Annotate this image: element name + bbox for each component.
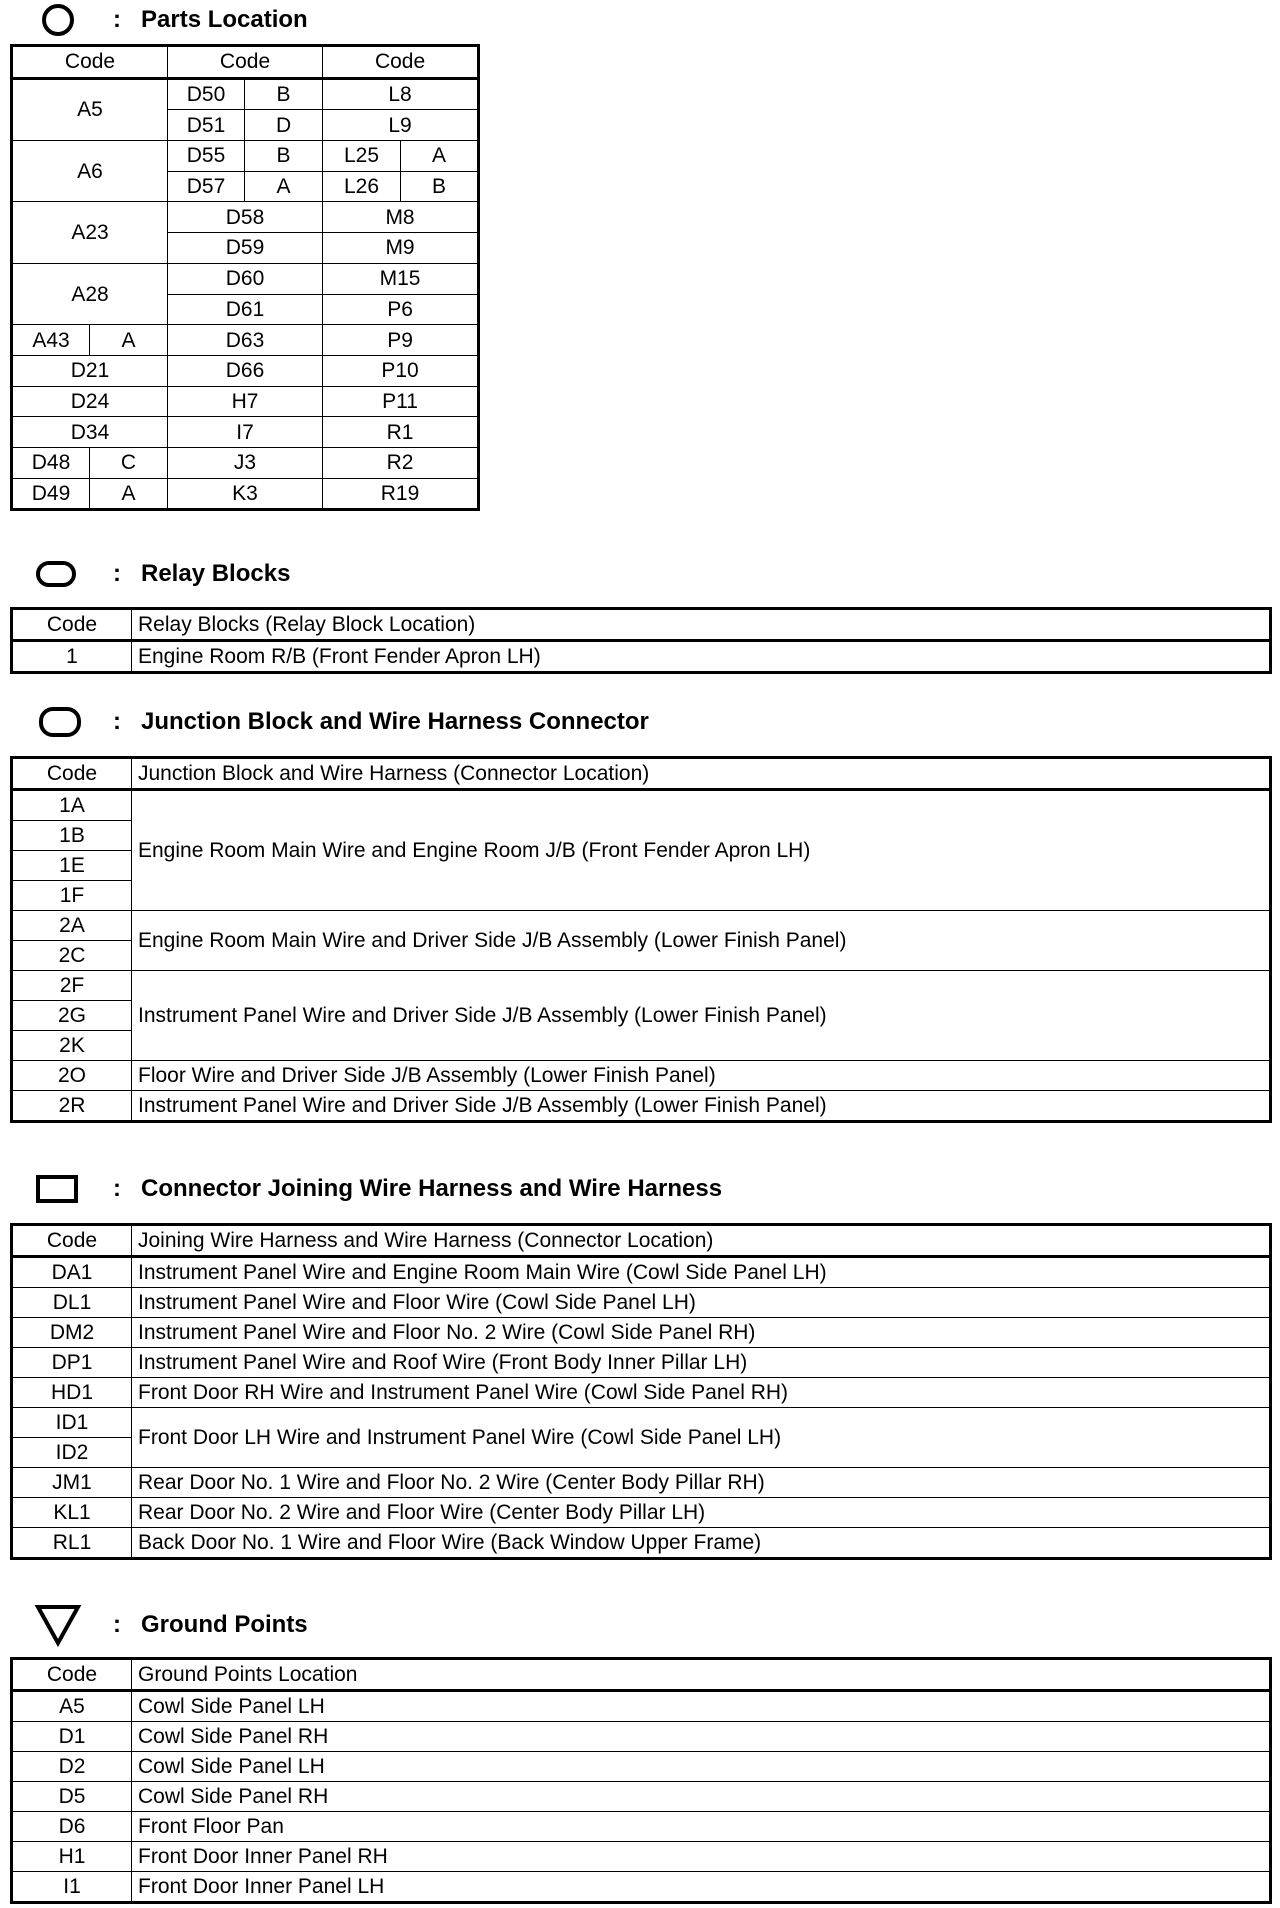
code-cell: DA1	[12, 1257, 132, 1288]
code-cell: D5	[12, 1782, 132, 1812]
description-cell: Instrument Panel Wire and Driver Side J/B Assembly (Lower Finish Panel)	[132, 971, 1271, 1061]
heading-colon: :	[113, 1175, 121, 1202]
description-cell: Instrument Panel Wire and Floor Wire (Cowl Side Panel LH)	[132, 1288, 1271, 1318]
code-cell: M8	[323, 202, 479, 233]
parts-location-table	[10, 44, 480, 511]
description-cell: Front Door LH Wire and Instrument Panel Wire (Cowl Side Panel LH)	[132, 1408, 1271, 1468]
code-cell: 2C	[12, 941, 132, 971]
side-cell: A	[90, 325, 168, 356]
code-cell: ID1	[12, 1408, 132, 1438]
code-cell: ID2	[12, 1438, 132, 1468]
code-cell: D61	[168, 294, 323, 325]
code-cell: R19	[323, 478, 479, 510]
circle-icon	[38, 2, 78, 38]
code-cell: I1	[12, 1872, 132, 1903]
code-cell: L26	[323, 171, 401, 202]
side-cell: B	[245, 141, 323, 172]
description-cell: Cowl Side Panel LH	[132, 1752, 1271, 1782]
side-cell: A	[245, 171, 323, 202]
code-cell: D24	[12, 386, 168, 417]
code-cell: 1A	[12, 790, 132, 821]
side-cell: B	[401, 171, 479, 202]
side-cell: A	[90, 478, 168, 510]
square-icon	[34, 1171, 80, 1207]
code-cell: A5	[12, 78, 168, 140]
code-cell: D1	[12, 1722, 132, 1752]
code-cell: 2O	[12, 1061, 132, 1091]
code-cell: DP1	[12, 1348, 132, 1378]
description-cell: Front Door Inner Panel LH	[132, 1872, 1271, 1903]
section-title: Junction Block and Wire Harness Connector	[141, 708, 649, 735]
code-cell: HD1	[12, 1378, 132, 1408]
heading-colon: :	[113, 1611, 121, 1638]
code-cell: A23	[12, 202, 168, 263]
code-cell: D34	[12, 417, 168, 448]
description-cell: Rear Door No. 1 Wire and Floor No. 2 Wire (Center Body Pillar RH)	[132, 1468, 1271, 1498]
code-cell: D59	[168, 233, 323, 264]
header-code: Code	[12, 46, 168, 79]
code-cell: 1F	[12, 881, 132, 911]
code-cell: D48	[12, 447, 90, 478]
code-cell: D55	[168, 141, 245, 172]
description-cell: Cowl Side Panel RH	[132, 1782, 1271, 1812]
section-title: Ground Points	[141, 1611, 308, 1638]
description-cell: Cowl Side Panel LH	[132, 1691, 1271, 1722]
code-cell: L25	[323, 141, 401, 172]
description-cell: Cowl Side Panel RH	[132, 1722, 1271, 1752]
description-cell: Instrument Panel Wire and Driver Side J/B Assembly (Lower Finish Panel)	[132, 1091, 1271, 1122]
header-description: Junction Block and Wire Harness (Connector Location)	[132, 758, 1271, 790]
code-cell: D66	[168, 355, 323, 386]
side-cell: B	[245, 78, 323, 110]
code-cell: 2A	[12, 911, 132, 941]
code-cell: D2	[12, 1752, 132, 1782]
code-cell: J3	[168, 447, 323, 478]
code-cell: 2K	[12, 1031, 132, 1061]
description-cell: Front Door Inner Panel RH	[132, 1842, 1271, 1872]
code-cell: A6	[12, 141, 168, 202]
code-cell: 1	[12, 641, 132, 673]
header-code: Code	[323, 46, 479, 79]
description-cell: Floor Wire and Driver Side J/B Assembly (Lower Finish Panel)	[132, 1061, 1271, 1091]
code-cell: DM2	[12, 1318, 132, 1348]
description-cell: Front Door RH Wire and Instrument Panel Wire (Cowl Side Panel RH)	[132, 1378, 1271, 1408]
header-code: Code	[168, 46, 323, 79]
heading-colon: :	[113, 6, 121, 33]
description-cell: Rear Door No. 2 Wire and Floor Wire (Center Body Pillar LH)	[132, 1498, 1271, 1528]
heading-colon: :	[113, 560, 121, 587]
description-cell: Front Floor Pan	[132, 1812, 1271, 1842]
header-code: Code	[12, 609, 132, 641]
description-cell: Instrument Panel Wire and Roof Wire (Front Body Inner Pillar LH)	[132, 1348, 1271, 1378]
code-cell: R2	[323, 447, 479, 478]
code-cell: RL1	[12, 1528, 132, 1559]
section-title: Relay Blocks	[141, 560, 291, 587]
rounded-rect-icon	[34, 556, 78, 592]
header-code: Code	[12, 758, 132, 790]
code-cell: L8	[323, 78, 479, 110]
triangle-down-icon	[34, 1603, 82, 1647]
code-cell: 2R	[12, 1091, 132, 1122]
heading-colon: :	[113, 708, 121, 735]
description-cell: Back Door No. 1 Wire and Floor Wire (Back Window Upper Frame)	[132, 1528, 1271, 1559]
junction-block-table	[10, 756, 1272, 1123]
description-cell: Engine Room Main Wire and Engine Room J/B (Front Fender Apron LH)	[132, 790, 1271, 911]
code-cell: H1	[12, 1842, 132, 1872]
relay-blocks-table	[10, 607, 1272, 674]
header-description: Joining Wire Harness and Wire Harness (Connector Location)	[132, 1225, 1271, 1257]
code-cell: D63	[168, 325, 323, 356]
code-cell: M15	[323, 263, 479, 294]
code-cell: K3	[168, 478, 323, 510]
code-cell: D58	[168, 202, 323, 233]
code-cell: D57	[168, 171, 245, 202]
code-cell: D51	[168, 110, 245, 141]
ground-points-table	[10, 1657, 1272, 1904]
side-cell: C	[90, 447, 168, 478]
code-cell: 1B	[12, 821, 132, 851]
code-cell: D50	[168, 78, 245, 110]
header-code: Code	[12, 1659, 132, 1691]
code-cell: P9	[323, 325, 479, 356]
code-cell: 2F	[12, 971, 132, 1001]
description-cell: Instrument Panel Wire and Floor No. 2 Wire (Cowl Side Panel RH)	[132, 1318, 1271, 1348]
code-cell: L9	[323, 110, 479, 141]
rounded-oval-icon	[37, 704, 83, 740]
code-cell: P10	[323, 355, 479, 386]
code-cell: D6	[12, 1812, 132, 1842]
connector-joining-table	[10, 1223, 1272, 1560]
code-cell: M9	[323, 233, 479, 264]
description-cell: Engine Room Main Wire and Driver Side J/B Assembly (Lower Finish Panel)	[132, 911, 1271, 971]
side-cell: A	[401, 141, 479, 172]
code-cell: P6	[323, 294, 479, 325]
code-cell: A5	[12, 1691, 132, 1722]
header-description: Ground Points Location	[132, 1659, 1271, 1691]
code-cell: D21	[12, 355, 168, 386]
code-cell: JM1	[12, 1468, 132, 1498]
code-cell: A43	[12, 325, 90, 356]
code-cell: D49	[12, 478, 90, 510]
code-cell: DL1	[12, 1288, 132, 1318]
code-cell: KL1	[12, 1498, 132, 1528]
header-code: Code	[12, 1225, 132, 1257]
description-cell: Instrument Panel Wire and Engine Room Main Wire (Cowl Side Panel LH)	[132, 1257, 1271, 1288]
header-description: Relay Blocks (Relay Block Location)	[132, 609, 1271, 641]
code-cell: H7	[168, 386, 323, 417]
code-cell: 2G	[12, 1001, 132, 1031]
code-cell: 1E	[12, 851, 132, 881]
code-cell: A28	[12, 263, 168, 324]
code-cell: P11	[323, 386, 479, 417]
code-cell: R1	[323, 417, 479, 448]
side-cell: D	[245, 110, 323, 141]
description-cell: Engine Room R/B (Front Fender Apron LH)	[132, 641, 1271, 673]
code-cell: D60	[168, 263, 323, 294]
section-title: Parts Location	[141, 6, 308, 33]
section-title: Connector Joining Wire Harness and Wire Harness	[141, 1175, 723, 1202]
code-cell: I7	[168, 417, 323, 448]
